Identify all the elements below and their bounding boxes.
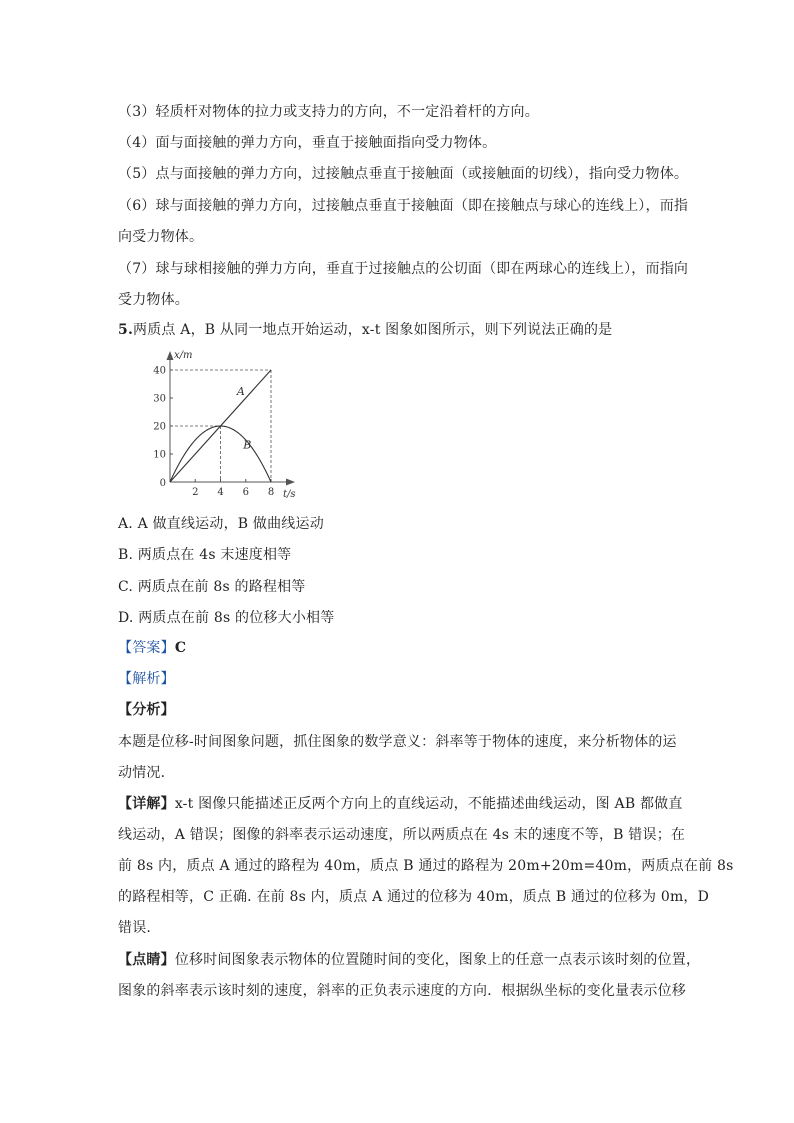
x-axis-label: t/s [283,489,296,500]
detail-line-2: 线运动，A 错误；图像的斜率表示运动速度，所以两质点在 4s 末的速度不等，B 错误；在 [118,827,686,843]
series-a-label: A [236,385,245,399]
fenxi-line-1: 本题是位移-时间图象问题，抓住图象的数学意义：斜率等于物体的速度，来分析物体的运 [118,734,677,750]
x-tick-label: 8 [267,487,275,498]
option-a: A. A 做直线运动，B 做曲线运动 [118,516,324,532]
note-text-1: 位移时间图象表示物体的位置随时间的变化，图象上的任意一点表示该时刻的位置， [174,952,701,968]
note-line-1 [118,950,700,970]
series-b-label: B [243,438,252,452]
option-b: B. 两质点在 4s 末速度相等 [118,547,292,563]
detail-text-1: x-t 图像只能描述正反两个方向上的直线运动，不能描述曲线运动，图 AB 都做直 [174,796,683,812]
y-axis-label: x/m [174,350,193,361]
detail-line-5: 错误. [118,920,152,936]
fenxi-line-2: 动情况． [118,765,175,781]
question-number: 5. [118,322,134,338]
y-axis-arrow [167,351,174,360]
x-tick-label: 2 [192,487,199,498]
x-tick-label: 4 [217,487,224,498]
y-tick-label: 20 [153,421,166,433]
rule-6-line2: 向受力物体。 [118,229,204,245]
option-d: D. 两质点在前 8s 的位移大小相等 [118,610,335,626]
note-tag: 【点睛】 [118,952,175,968]
analysis-tag: 【解析】 [118,671,175,687]
detail-tag: 【详解】 [118,796,175,812]
answer-tag: 【答案】 [118,640,175,656]
fenxi-tag: 【分析】 [118,702,175,718]
rule-4: （4）面与面接触的弹力方向，垂直于接触面指向受力物体。 [118,135,497,151]
note-line-2: 图象的斜率表示该时刻的速度，斜率的正负表示速度的方向．根据纵坐标的变化量表示位移 [118,983,686,999]
y-tick-label: 40 [153,365,166,377]
x-axis-arrow [286,479,295,486]
origin-label: 0 [159,478,166,489]
detail-line-1 [118,794,683,814]
rule-7-line2: 受力物体。 [118,292,189,308]
answer-line [118,638,186,658]
rule-6-line1: （6）球与面接触的弹力方向，过接触点垂直于接触面（即在接触点与球心的连线上），而指 [118,198,689,214]
xt-graph [148,342,308,502]
x-tick-label: 6 [242,487,249,498]
detail-line-4: 的路程相等，C 正确. 在前 8s 内，质点 A 通过的位移为 40m，质点 B 通过的位移为 0m，D [118,889,710,905]
y-tick-label: 30 [153,393,166,405]
rule-7-line1: （7）球与球相接触的弹力方向，垂直于过接触点的公切面（即在两球心的连线上），而指向 [118,261,689,277]
answer-value: C [174,640,187,656]
option-c: C. 两质点在前 8s 的路程相等 [118,579,306,595]
detail-line-3: 前 8s 内，质点 A 通过的路程为 40m，质点 B 通过的路程为 20m+20m=40m，两质点在前 8s [118,858,734,874]
y-tick-label: 10 [153,449,166,461]
rule-5: （5）点与面接触的弹力方向，过接触点垂直于接触面（或接触面的切线），指向受力物体。 [118,166,689,182]
question-text: 两质点 A，B 从同一地点开始运动，x-t 图象如图所示，则下列说法正确的是 [133,322,613,338]
rule-3: （3）轻质杆对物体的拉力或支持力的方向，不一定沿着杆的方向。 [118,104,539,120]
question-stem [118,320,612,340]
